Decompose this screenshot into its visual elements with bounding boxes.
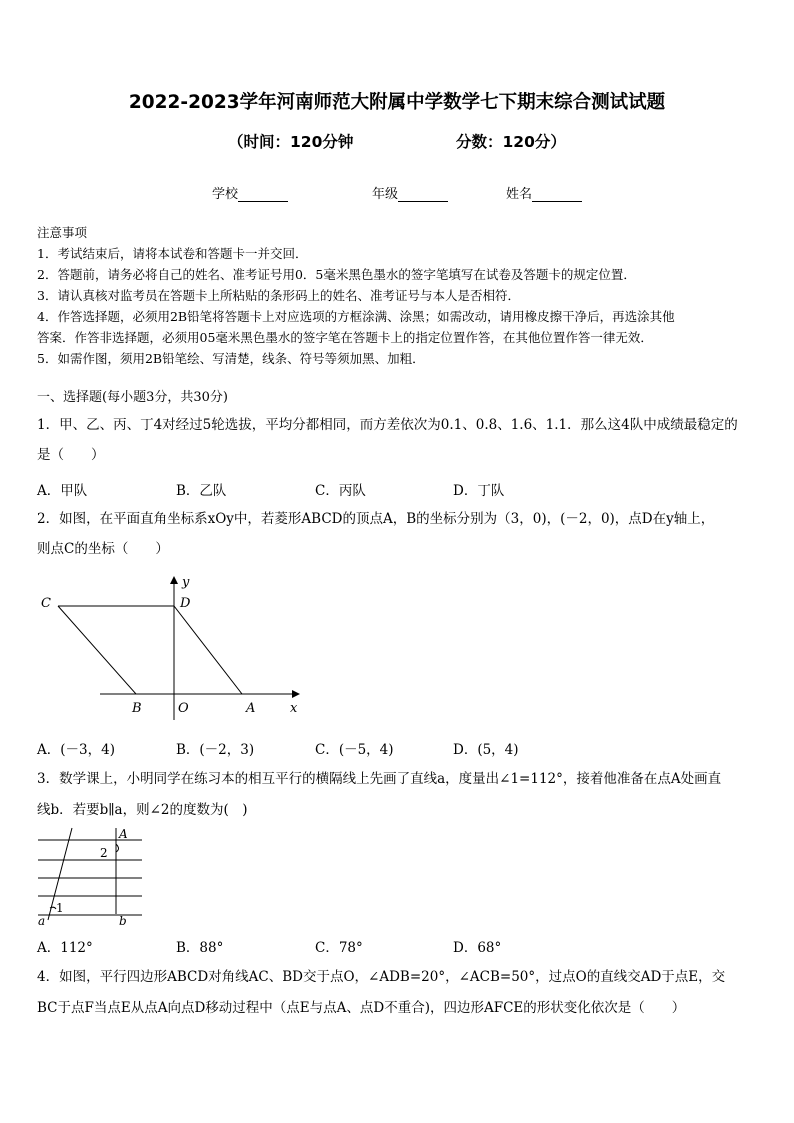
q1-option-a: A．甲队: [37, 483, 88, 499]
q4-text-line1: 4．如图，平行四边形ABCD对角线AC、BD交于点O，∠ADB=20°，∠ACB=50°，过点O的直线交AD于点E，交: [37, 969, 726, 985]
notes-item: 5．如需作图，须用2B铅笔绘、写清楚，线条、符号等须加黑、加粗．: [37, 351, 425, 366]
exam-score: 分数：120分）: [456, 133, 566, 151]
q1-option-d: D．丁队: [453, 483, 505, 499]
label-point-a: A: [119, 827, 128, 841]
page-title: 2022-2023学年河南师范大附属中学数学七下期末综合测试试题: [128, 92, 666, 113]
rhombus-abcd: [58, 606, 242, 694]
grade-field: [372, 183, 448, 202]
section-heading: 一、选择题(每小题3分，共30分): [37, 390, 228, 405]
q2-option-d: D．(5，4): [453, 742, 519, 758]
q3-text-line1: 3．数学课上，小明同学在练习本的相互平行的横隔线上先画了直线a，度量出∠1=112°，接着他准备在点A处画直: [37, 771, 722, 787]
label-angle-1: 1: [56, 901, 64, 915]
label-b: B: [132, 701, 142, 716]
label-line-a: a: [38, 914, 46, 928]
notes-item: 2．答题前，请务必将自己的姓名、准考证号用0．5毫米黑色墨水的签字笔填写在试卷及答题卡的规定位置．: [37, 267, 636, 282]
q3-option-a: A．112°: [37, 940, 93, 956]
label-line-b: b: [119, 914, 127, 928]
q4-text-line2: BC于点F当点E从点A向点D移动过程中（点E与点A、点D不重合)，四边形AFCE的形状变化依次是（ ）: [37, 1000, 686, 1016]
notes-item: 答案．作答非选择题，必须用05毫米黑色墨水的签字笔在答题卡上的指定位置作答，在其他位置作答一律无效．: [37, 330, 653, 345]
label-y: y: [182, 575, 190, 590]
school-label: 学校: [212, 187, 239, 202]
q2-text-line1: 2．如图，在平面直角坐标系xOy中，若菱形ABCD的顶点A，B的坐标分别为（3，0)，(－2，0)，点D在y轴上，: [37, 511, 715, 527]
y-axis-arrow: [170, 576, 178, 584]
notes-section: [37, 222, 675, 369]
name-field: [506, 183, 582, 202]
x-axis-arrow: [292, 690, 300, 698]
q3-option-c: C．78°: [315, 940, 363, 956]
label-c: C: [41, 596, 51, 611]
name-label: 姓名: [506, 187, 533, 202]
q3-option-b: B．88°: [176, 940, 224, 956]
q2-option-c: C．(－5，4): [315, 742, 394, 758]
q2-option-a: A．(－3，4): [37, 742, 115, 758]
q3-parallel-lines-figure: [30, 822, 160, 932]
q1-option-c: C．丙队: [315, 483, 366, 499]
name-blank: [532, 188, 582, 202]
q3-text-line2: 线b．若要b∥a，则∠2的度数为( ): [37, 802, 248, 818]
q1-text-line1: 1．甲、乙、丙、丁4对经过5轮选拔，平均分都相同，而方差依次为0.1、0.8、1.6、1.1．那么这4队中成绩最稳定的: [37, 417, 738, 433]
q2-rhombus-figure: [30, 570, 320, 730]
notes-item: 3．请认真核对监考员在答题卡上所粘贴的条形码上的姓名、准考证号与本人是否相符．: [37, 288, 520, 303]
q3-option-d: D．68°: [453, 940, 502, 956]
school-field: [212, 183, 288, 202]
notes-item: 1．考试结束后，请将本试卷和答题卡一并交回．: [37, 246, 308, 261]
grade-blank: [398, 188, 448, 202]
q1-option-b: B．乙队: [176, 483, 227, 499]
school-blank: [238, 188, 288, 202]
grade-label: 年级: [372, 187, 399, 202]
notes-item: 4．作答选择题，必须用2B铅笔将答题卡上对应选项的方框涂满、涂黑；如需改动，请用橡皮擦干净后，再选涂其他: [37, 309, 675, 324]
q2-text-line2: 则点C的坐标（ ）: [37, 541, 169, 557]
label-angle-2: 2: [100, 846, 108, 860]
label-o: O: [178, 701, 189, 716]
label-a: A: [246, 701, 256, 716]
q2-option-b: B．(－2，3): [176, 742, 255, 758]
label-d: D: [180, 596, 191, 611]
notes-heading: 注意事项: [37, 225, 88, 240]
exam-time: （时间：120分钟: [228, 133, 354, 151]
q1-text-line2: 是（ ）: [37, 447, 105, 463]
label-x: x: [290, 701, 298, 716]
